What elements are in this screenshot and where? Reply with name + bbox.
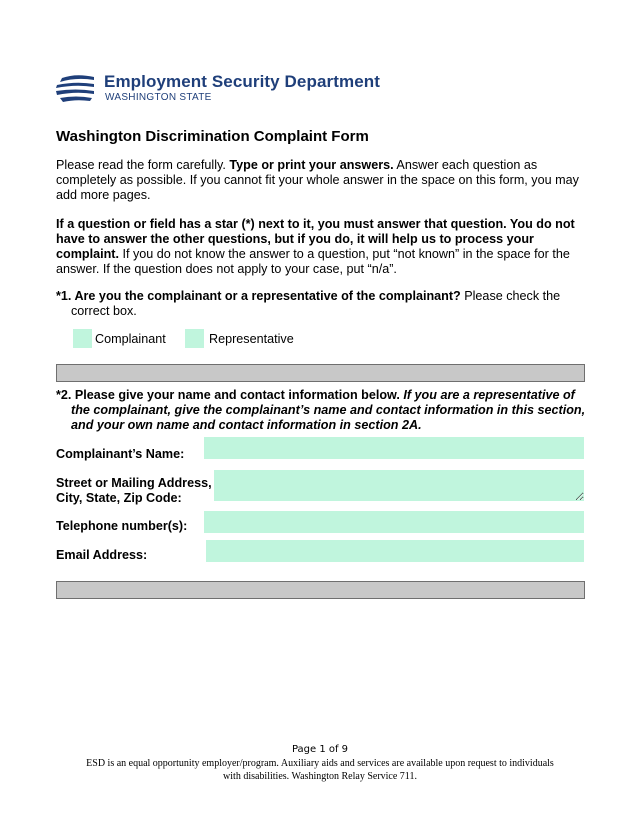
complainant-label: Complainant [95,332,166,346]
footer-line-2: with disabilities. Washington Relay Service 711. [223,771,417,782]
question-2-note: If you are a representative of [399,388,575,402]
instructions-bold-text: If a question or field has a star (*) next to it, you must answer that question. You do not have to answer the other questions, but if you do, it will help us to process your complaint. [56,217,575,261]
phone-label: Telephone number(s): [56,519,188,533]
address-label [56,476,212,506]
question-1-number: *1. [56,289,72,303]
name-label: Complainant’s Name: [56,447,185,461]
footer-line-1: ESD is an equal opportunity employer/program. Auxiliary aids and services are available upon request to individuals [86,758,554,769]
section-divider [56,581,585,599]
intro-text-end: Answer each question as completely as possible. If you cannot fit your whole answer in the space on this form, you may add more pages. [56,158,579,202]
page-number: Page 1 of 9 [291,744,349,755]
representative-label: Representative [209,332,294,346]
org-name: Employment Security Department [104,72,381,91]
telephone-field[interactable] [204,511,584,533]
representative-checkbox[interactable] [185,329,204,348]
question-2 [56,388,586,433]
question-1-hint-cont: correct box. [71,304,137,318]
form-title: Washington Discrimination Complaint Form [56,128,369,145]
intro-text: Please read the form carefully. [56,158,230,172]
footer-notice [70,757,570,783]
question-2-note-cont: the complainant, give the complainant’s name and contact information in this section, and your own name and contact information in section 2A. [71,403,586,432]
question-1 [56,289,586,319]
question-1-hint: Please check the [460,289,561,303]
email-label: Email Address: [56,548,148,562]
address-label-line-1: Street or Mailing Address, [56,476,212,490]
address-field[interactable] [214,470,584,501]
intro-paragraph [56,158,586,203]
question-2-text: Please give your name and contact information below. [71,388,400,402]
org-subtitle: WASHINGTON STATE [105,92,212,103]
complainant-name-field[interactable] [204,437,584,459]
email-field[interactable] [206,540,584,562]
complainant-checkbox[interactable] [73,329,92,348]
question-1-text: Are you the complainant or a representative of the complainant? [71,289,461,303]
instructions-paragraph [56,217,586,277]
esd-logo-icon [56,74,96,102]
intro-bold-text: Type or print your answers. [229,158,394,172]
question-2-number: *2. [56,388,72,402]
section-divider [56,364,585,382]
address-label-line-2: City, State, Zip Code: [56,491,182,505]
instructions-text: If you do not know the answer to a question, put “not known” in the space for the answer. If the question does not apply to your case, put “n/a”. [56,247,570,276]
